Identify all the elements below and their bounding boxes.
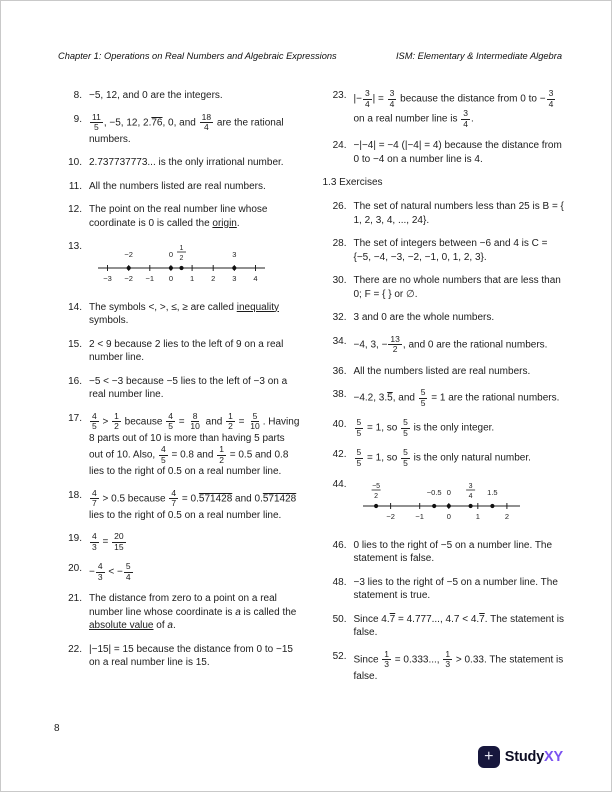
svg-text:1: 1: [179, 245, 184, 253]
fraction: [401, 418, 410, 438]
solution-item: [323, 576, 566, 603]
math-text: | =: [372, 93, 387, 105]
math-text: −|−4| = −4 (|−4| = 4) because the distance from 0 to −4 on a number line is 4.: [353, 140, 562, 165]
math-text: and: [202, 416, 226, 428]
fraction: [169, 489, 178, 509]
fraction: [388, 335, 401, 355]
solution-item: [323, 274, 566, 301]
fraction: [382, 650, 391, 670]
repeating-decimal-overline: 7: [479, 613, 485, 625]
math-text: = 0.333...,: [392, 654, 443, 666]
item-content: [89, 532, 301, 552]
math-text: 0 lies to the right of −5 on a number line. The statement is false.: [353, 539, 553, 565]
svg-text:−1: −1: [414, 512, 424, 522]
fraction-numerator: 4: [97, 561, 103, 572]
item-content: [354, 274, 566, 301]
math-text: −: [89, 566, 95, 578]
math-text: −5, 12, and 0 are the integers.: [89, 90, 223, 101]
solution-item: [58, 562, 301, 582]
solution-item: [323, 365, 566, 379]
logo-text: [505, 749, 563, 765]
fraction-numerator: 13: [390, 333, 400, 344]
item-content: [89, 375, 301, 402]
fraction: [248, 412, 261, 432]
repeating-decimal-overline: 76: [151, 117, 163, 129]
fraction-denominator: 7: [92, 498, 97, 509]
fraction: [90, 113, 103, 133]
fraction-numerator: 4: [92, 410, 97, 421]
math-text: < −: [105, 566, 123, 578]
fraction-numerator: 5: [356, 447, 362, 458]
svg-text:2: 2: [179, 255, 184, 263]
fraction-denominator: 5: [356, 457, 362, 468]
math-text: . Having 8 parts out of 10 is more than having 5 parts out of 10. Also,: [89, 416, 300, 461]
fraction: [200, 113, 213, 133]
fraction-numerator: 5: [403, 447, 408, 458]
page-header: [58, 51, 562, 61]
math-text: There are no whole numbers that are less than 0; F = { } or ∅.: [353, 275, 561, 300]
fraction-numerator: 18: [201, 111, 212, 122]
item-number: 36.: [332, 365, 347, 377]
fraction-denominator: 10: [190, 421, 200, 432]
fraction-numerator: 5: [252, 410, 258, 421]
fraction-numerator: 5: [420, 387, 426, 398]
logo-xy: XY: [544, 749, 563, 765]
fraction-denominator: 10: [250, 421, 260, 432]
fraction: [166, 412, 175, 432]
item-number: 10.: [68, 157, 82, 169]
item-number: 44.: [332, 479, 347, 491]
svg-text:0: 0: [168, 250, 173, 260]
math-text: −4.2, 3.: [353, 392, 388, 404]
item-number: 32.: [332, 312, 347, 324]
fraction-denominator: 3: [97, 571, 103, 582]
content-columns: [58, 89, 565, 693]
fraction: [90, 412, 99, 432]
svg-text:2: 2: [211, 274, 216, 284]
svg-text:1.5: 1.5: [486, 488, 498, 498]
fraction-denominator: 3: [92, 541, 97, 552]
solution-item: [323, 478, 566, 529]
solution-item: [323, 613, 566, 640]
repeating-decimal-overline: 5: [387, 392, 393, 404]
fraction: [112, 532, 125, 552]
item-content: [89, 180, 301, 194]
item-number: 28.: [332, 238, 347, 250]
math-text: = 1, so: [364, 452, 401, 464]
svg-text:2: 2: [504, 512, 509, 522]
fraction-numerator: 11: [92, 111, 101, 122]
fraction-denominator: 2: [114, 421, 119, 432]
fraction-numerator: 4: [160, 444, 166, 455]
math-text: , −5, 12, 2.: [103, 117, 152, 129]
item-content: [354, 478, 566, 529]
solution-item: [323, 539, 566, 566]
item-content: [89, 338, 301, 365]
logo-study: Study: [504, 749, 545, 765]
math-text: The symbols <, >, ≤, ≥ are called: [89, 301, 237, 313]
math-text: 2.737737773... is the only irrational number.: [89, 157, 284, 169]
item-number: 17.: [68, 412, 82, 424]
solution-item: [58, 301, 301, 328]
svg-text:3: 3: [232, 274, 237, 284]
math-text: because: [121, 416, 166, 428]
math-text: because the distance from 0 to −: [397, 93, 546, 105]
svg-text:0: 0: [168, 274, 173, 284]
item-content: [89, 562, 301, 582]
svg-text:0: 0: [446, 488, 451, 498]
math-text: |−: [353, 93, 362, 105]
fraction-denominator: 7: [171, 498, 177, 509]
solution-item: [323, 200, 566, 227]
item-content: [354, 139, 566, 166]
item-content: [89, 643, 301, 670]
underlined-term: inequality: [236, 301, 279, 313]
fraction-denominator: 5: [403, 427, 408, 438]
studyxy-logo: [478, 746, 563, 768]
item-content: [89, 113, 301, 147]
italic-variable: a: [167, 620, 173, 632]
fraction-denominator: 2: [392, 344, 398, 355]
fraction: [96, 562, 105, 582]
svg-text:−0.5: −0.5: [426, 488, 442, 498]
number-line-graphic: [354, 478, 529, 524]
math-text: and 0.: [232, 493, 263, 505]
item-number: 52.: [332, 650, 347, 662]
item-number: 24.: [332, 140, 347, 152]
solution-item: [58, 375, 301, 402]
math-text: , and 0 are the rational numbers.: [402, 339, 548, 351]
item-content: [89, 412, 301, 479]
solution-item: [58, 338, 301, 365]
fraction: [355, 448, 364, 468]
book-title: ISM: Elementary & Intermediate Algebra: [395, 51, 562, 61]
item-content: [89, 301, 301, 328]
solution-item: [323, 650, 566, 684]
math-text: All the numbers listed are real numbers.: [89, 180, 266, 192]
solution-item: [58, 240, 301, 291]
item-content: [89, 156, 301, 170]
fraction-numerator: 4: [92, 487, 97, 498]
fraction-denominator: 4: [463, 118, 468, 129]
svg-text:4: 4: [468, 493, 473, 501]
math-text: > 0.33. The statement is false.: [353, 654, 564, 682]
solution-item: [323, 448, 566, 468]
math-text: lies to the right of 0.5 on a real number line.: [89, 509, 282, 521]
math-text: is called the: [240, 606, 297, 618]
solution-item: [323, 418, 566, 438]
math-text: =: [235, 416, 248, 428]
math-text: 2 < 9 because 2 lies to the left of 9 on a real number line.: [89, 338, 284, 364]
left-column: [58, 89, 301, 693]
fraction: [217, 445, 226, 465]
math-text: is the only natural number.: [410, 452, 531, 464]
solution-item: [323, 335, 566, 355]
solution-item: [323, 139, 566, 166]
item-number: 50.: [332, 613, 347, 625]
fraction-denominator: 4: [204, 122, 209, 133]
fraction: [90, 532, 99, 552]
math-text: All the numbers listed are real numbers.: [353, 365, 531, 377]
math-text: |−15| = 15 because the distance from 0 to −15 on a real number line is 15.: [89, 643, 293, 669]
svg-text:−1: −1: [145, 274, 155, 284]
repeating-decimal-overline: 571428: [262, 493, 297, 505]
math-text: is the only integer.: [410, 422, 495, 434]
fraction-numerator: 20: [114, 531, 124, 542]
item-number: 26.: [332, 201, 347, 213]
item-content: [354, 576, 566, 603]
item-number: 14.: [68, 301, 82, 313]
fraction: [112, 412, 121, 432]
fraction-denominator: 4: [389, 98, 395, 109]
right-column: [323, 89, 566, 693]
item-content: [354, 613, 566, 640]
item-content: [89, 89, 301, 103]
math-text: −3 lies to the right of −5 on a number line. The statement is true.: [353, 576, 558, 602]
item-content: [354, 418, 566, 438]
fraction-numerator: 4: [168, 410, 173, 421]
fraction-numerator: 1: [219, 444, 224, 455]
fraction-denominator: 4: [125, 571, 131, 582]
fraction: [461, 109, 470, 129]
fraction-numerator: 1: [384, 648, 390, 659]
math-text: The set of integers between −6 and 4 is C = {−5, −4, −3, −2, −1, 0, 1, 2, 3}.: [353, 238, 548, 263]
math-text: symbols.: [89, 315, 129, 327]
svg-text:2: 2: [373, 493, 378, 501]
svg-text:0: 0: [446, 512, 451, 522]
repeating-decimal-overline: 7: [389, 613, 396, 625]
svg-text:4: 4: [253, 274, 258, 284]
item-content: [354, 237, 566, 264]
math-text: of: [153, 620, 168, 632]
italic-variable: a: [235, 606, 241, 618]
fraction-numerator: 1: [114, 410, 119, 421]
item-content: [89, 240, 301, 291]
fraction-numerator: 3: [389, 88, 395, 98]
solution-item: [58, 180, 301, 194]
math-text: .: [236, 217, 240, 229]
math-text: > 0.5 because: [99, 493, 169, 505]
solution-item: [323, 89, 566, 129]
fraction: [547, 89, 556, 109]
repeating-decimal-overline: 571428: [198, 493, 233, 505]
chapter-title: Chapter 1: Operations on Real Numbers and Algebraic Expressions: [58, 51, 337, 61]
fraction-denominator: 3: [384, 659, 390, 670]
math-text: =: [99, 536, 112, 548]
fraction: [124, 562, 133, 582]
svg-text:3: 3: [468, 483, 473, 491]
item-content: [354, 365, 566, 379]
math-text: .: [470, 113, 474, 125]
math-text: . The statement is false.: [353, 613, 565, 639]
fraction-denominator: 2: [219, 454, 224, 465]
math-text: = 0.5 and 0.8 lies to the right of 0.5 on a real number line.: [89, 449, 289, 478]
item-content: [89, 203, 301, 230]
svg-text:−5: −5: [371, 483, 380, 491]
solution-item: [58, 89, 301, 103]
svg-text:3: 3: [232, 250, 237, 260]
math-text: , 0, and: [162, 117, 199, 129]
item-number: 38.: [332, 389, 347, 401]
math-text: >: [99, 416, 112, 428]
solution-item: [323, 237, 566, 264]
fraction-denominator: 5: [403, 457, 408, 468]
page-number: 8: [54, 723, 60, 734]
fraction-numerator: 5: [356, 417, 362, 428]
math-text: = 0.: [179, 493, 199, 505]
math-text: = 0.8 and: [168, 449, 217, 461]
fraction: [226, 412, 235, 432]
underlined-term: absolute value: [89, 620, 154, 632]
math-text: The point on the real number line whose coordinate is 0 is called the: [89, 204, 268, 229]
solution-item: [58, 643, 301, 670]
fraction-denominator: 4: [364, 98, 370, 109]
fraction: [419, 388, 428, 408]
item-number: 42.: [332, 449, 347, 461]
item-content: [354, 335, 566, 355]
fraction-denominator: 15: [114, 541, 124, 552]
fraction: [159, 445, 168, 465]
fraction-denominator: 3: [445, 659, 451, 670]
item-content: [354, 650, 566, 684]
svg-text:1: 1: [475, 512, 480, 522]
item-number: 11.: [68, 180, 82, 192]
fraction: [90, 489, 99, 509]
solution-item: [58, 489, 301, 523]
item-number: 8.: [73, 90, 82, 101]
item-content: [354, 539, 566, 566]
solution-item: [58, 203, 301, 230]
underlined-term: origin: [212, 217, 237, 229]
number-line-graphic: [89, 240, 274, 286]
fraction-numerator: 3: [548, 88, 554, 98]
math-text: , and: [392, 392, 418, 404]
svg-text:−2: −2: [124, 250, 133, 260]
fraction-denominator: 5: [160, 454, 166, 465]
svg-text:−2: −2: [385, 512, 395, 522]
fraction-denominator: 5: [356, 427, 362, 438]
math-text: −5 < −3 because −5 lies to the left of −3 on a real number line.: [89, 375, 288, 401]
item-number: 34.: [332, 335, 347, 347]
item-number: 9.: [73, 113, 82, 125]
item-number: 21.: [68, 593, 82, 605]
math-text: The set of natural numbers less than 25 is B = { 1, 2, 3, 4, ..., 24}.: [353, 201, 564, 226]
item-content: [89, 489, 301, 523]
math-text: Since: [353, 654, 382, 666]
fraction-numerator: 3: [463, 108, 468, 119]
item-number: 13.: [68, 241, 82, 253]
solution-item: [58, 592, 301, 633]
fraction-denominator: 4: [548, 98, 554, 109]
fraction-denominator: 5: [92, 421, 97, 432]
item-number: 30.: [332, 275, 347, 287]
fraction-numerator: 4: [92, 531, 97, 542]
fraction-denominator: 5: [94, 122, 99, 133]
solution-item: [58, 113, 301, 147]
item-content: [89, 592, 301, 633]
fraction: [443, 650, 452, 670]
svg-text:1: 1: [190, 274, 195, 284]
solution-item: [58, 156, 301, 170]
item-content: [354, 448, 566, 468]
fraction-denominator: 5: [168, 421, 173, 432]
fraction: [363, 89, 372, 109]
math-text: 3 and 0 are the whole numbers.: [353, 312, 495, 324]
item-number: 23.: [332, 90, 347, 101]
item-number: 40.: [332, 419, 347, 431]
item-number: 46.: [332, 539, 347, 551]
fraction: [401, 448, 410, 468]
fraction: [355, 418, 364, 438]
item-content: [354, 89, 566, 129]
item-number: 22.: [68, 643, 82, 655]
item-content: [354, 311, 566, 325]
fraction-numerator: 5: [125, 561, 131, 572]
fraction-numerator: 1: [445, 648, 451, 659]
math-text: =: [175, 416, 188, 428]
math-text: = 1 are the rational numbers.: [428, 392, 560, 404]
solution-item: [58, 412, 301, 479]
item-number: 19.: [68, 533, 82, 545]
section-heading: 1.3 Exercises: [322, 177, 383, 189]
fraction: [388, 89, 397, 109]
math-text: −4, 3, −: [353, 339, 388, 351]
math-text: Since 4.: [353, 613, 390, 625]
fraction-numerator: 8: [192, 410, 198, 421]
fraction-numerator: 5: [403, 417, 408, 428]
svg-text:−2: −2: [124, 274, 133, 284]
item-number: 48.: [332, 576, 347, 588]
item-number: 16.: [68, 375, 82, 387]
solution-item: [58, 532, 301, 552]
fraction-numerator: 3: [364, 88, 370, 98]
item-number: 15.: [68, 338, 82, 350]
fraction-denominator: 2: [228, 421, 233, 432]
math-text: The distance from zero to a point on a real number line whose coordinate is: [89, 593, 277, 618]
item-number: 18.: [68, 489, 82, 501]
fraction: [188, 412, 201, 432]
fraction-numerator: 1: [228, 410, 233, 421]
math-text: = 4.777..., 4.7 < 4.: [395, 613, 480, 625]
fraction-numerator: 4: [171, 487, 177, 498]
fraction-denominator: 5: [420, 397, 426, 408]
svg-text:−3: −3: [103, 274, 112, 284]
math-text: .: [172, 620, 176, 632]
solution-item: [323, 388, 566, 408]
item-number: 20.: [68, 563, 82, 575]
plus-icon: +: [478, 746, 500, 768]
item-content: [354, 388, 566, 408]
math-text: are the rational numbers.: [89, 117, 284, 145]
item-content: [354, 200, 566, 227]
math-text: on a real number line is: [353, 113, 461, 125]
math-text: = 1, so: [364, 422, 401, 434]
solution-item: [323, 311, 566, 325]
item-number: 12.: [68, 204, 82, 216]
